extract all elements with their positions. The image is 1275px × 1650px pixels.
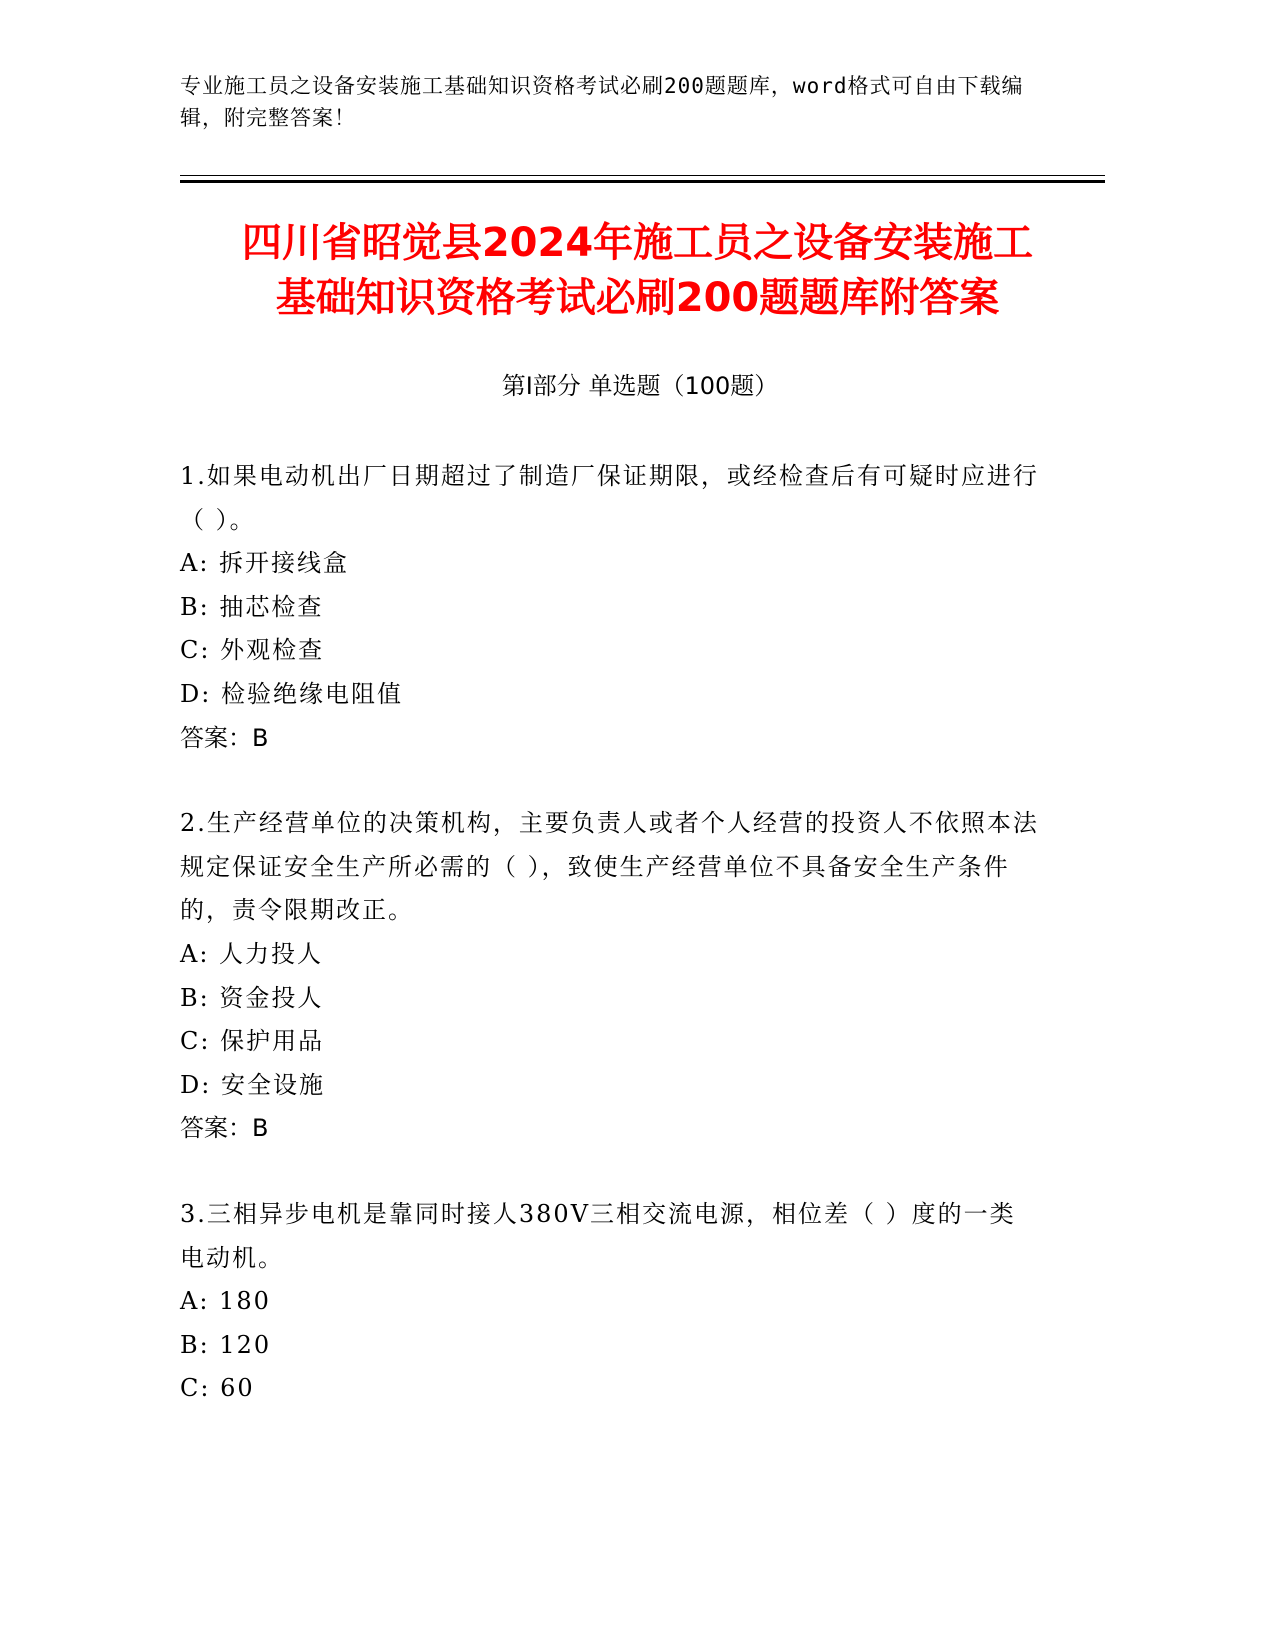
answer: 答案：B (180, 723, 269, 752)
question-text: 2.生产经营单位的决策机构，主要负责人或者个人经营的投资人不依照本法规定保证安全生产所必需的（ ），致使生产经营单位不具备安全生产条件的，责令限期改正。 (180, 809, 1039, 925)
question-2 (180, 802, 1040, 1151)
question-list (180, 455, 1040, 1453)
answer: 答案：B (180, 1114, 269, 1143)
option-c: C: 保护用品 (180, 1027, 325, 1056)
option-c: C: 外观检查 (180, 636, 325, 665)
question-1 (180, 455, 1040, 760)
option-d: D: 安全设施 (180, 1070, 325, 1099)
header-note: 专业施工员之设备安装施工基础知识资格考试必刷200题题库，word格式可自由下载编辑，附完整答案！ (180, 74, 1024, 130)
option-b: B: 120 (180, 1330, 272, 1359)
document-title-line-2: 基础知识资格考试必刷200题题库附答案 (275, 275, 1000, 321)
document-title-line-1: 四川省昭觉县2024年施工员之设备安装施工 (241, 220, 1034, 266)
option-b: B: 资金投人 (180, 983, 324, 1012)
question-text: 1.如果电动机出厂日期超过了制造厂保证期限，或经检查后有可疑时应进行（ ）。 (180, 462, 1039, 534)
section-heading: 第I部分 单选题（100题） (501, 372, 779, 400)
option-a: A: 拆开接线盒 (180, 549, 350, 578)
option-d: D: 检验绝缘电阻值 (180, 679, 403, 708)
option-b: B: 抽芯检查 (180, 592, 324, 621)
header-divider-thin (180, 175, 1105, 176)
option-a: A: 人力投人 (180, 939, 324, 968)
document-title (150, 216, 1125, 326)
option-c: C: 60 (180, 1374, 255, 1403)
question-text: 3.三相异步电机是靠同时接人380V三相交流电源，相位差（ ）度的一类电动机。 (180, 1199, 1016, 1272)
question-3 (180, 1193, 1040, 1411)
option-a: A: 180 (180, 1287, 271, 1316)
header-divider-thick (180, 180, 1105, 183)
